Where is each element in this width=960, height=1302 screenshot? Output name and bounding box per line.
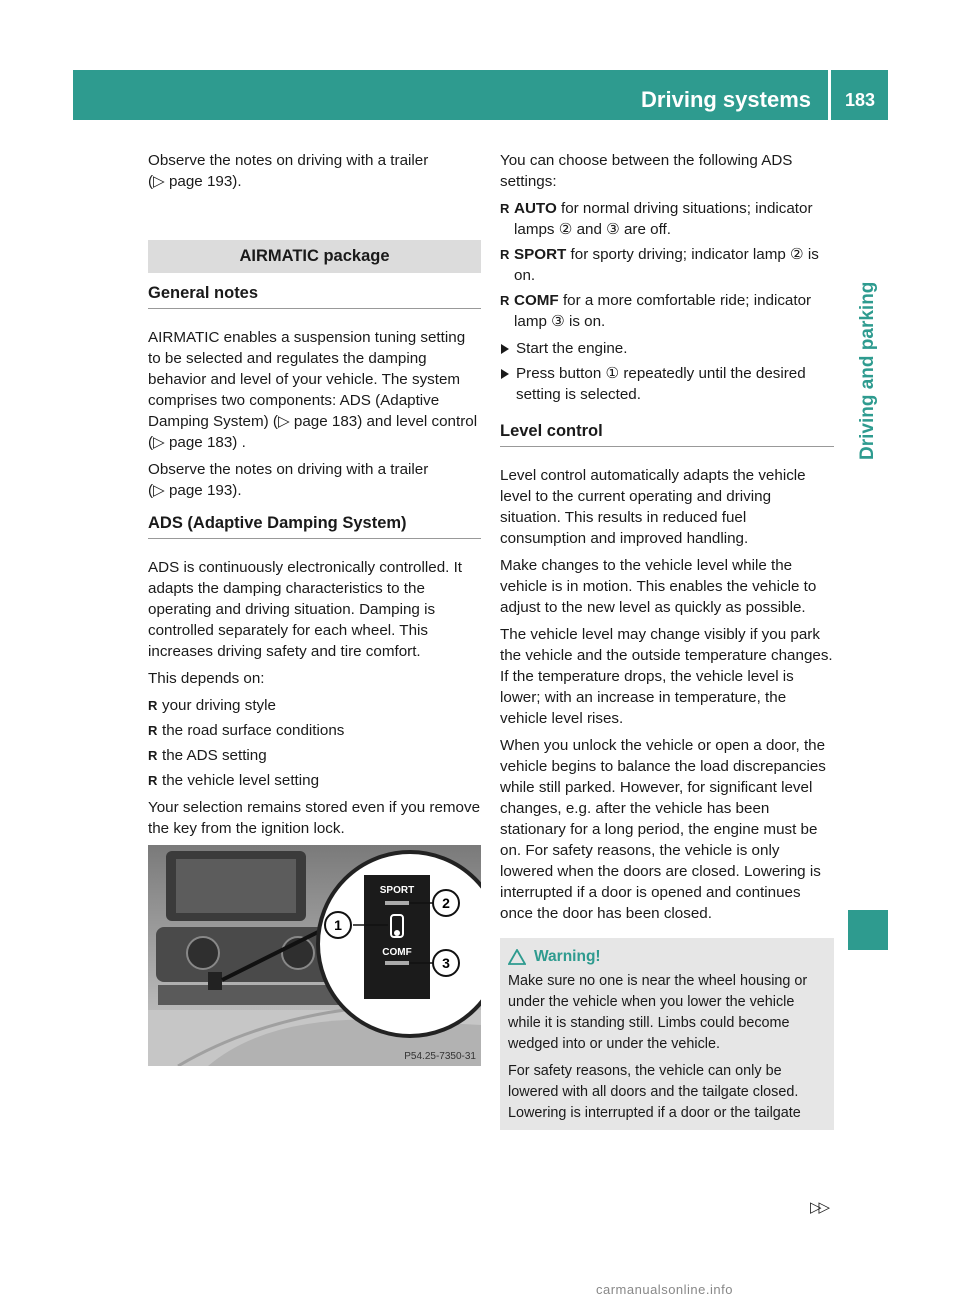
- list-item: R AUTO for normal driving situations; indicator lamps ② and ③ are off.: [500, 198, 834, 240]
- warning-heading: Warning!: [508, 946, 826, 967]
- warning-paragraph: Make sure no one is near the wheel housing or under the vehicle when you lower the vehicle while it is standing still. Limbs could become wedged into or under the vehicle.: [508, 973, 808, 1052]
- depends-text: This depends on:: [148, 670, 265, 687]
- ads-button-figure: [148, 845, 481, 1066]
- ads-settings-intro: You can choose between the following ADS settings:: [500, 152, 793, 190]
- list-item: R COMF for a more comfortable ride; indicator lamp ③ is on.: [500, 290, 834, 332]
- side-tab-label: Driving and parking: [857, 281, 878, 460]
- selection-paragraph: Your selection remains stored even if you remove the key from the ignition lock.: [148, 799, 481, 837]
- level-control-heading: Level control: [500, 421, 834, 447]
- sport-label: SPORT: [379, 885, 415, 896]
- dashboard-illustration: [148, 845, 481, 1066]
- list-item: R the road surface conditions: [148, 720, 481, 741]
- general-paragraph: AIRMATIC enables a suspension tuning setting to be selected and regulates the damping behavior and level of your vehicle. The system comprises two components: ADS (Adaptive Damping System) (▷ page 183) and level control (▷ page 183) .: [148, 329, 478, 451]
- watermark: carmanualsonline.info: [596, 1282, 733, 1297]
- list-item: R SPORT for sporty driving; indicator lamp ② is on.: [500, 244, 834, 286]
- figure-code: P54.25-7350-31: [404, 1051, 476, 1062]
- header-bar: [73, 70, 888, 120]
- left-column: [148, 150, 481, 1066]
- depends-list: [148, 695, 481, 791]
- general-notes-heading: General notes: [148, 283, 481, 309]
- comf-label: COMF: [382, 947, 412, 958]
- warning-triangle-icon: [508, 949, 526, 965]
- callout-2: 2: [442, 895, 450, 911]
- callout-1: 1: [334, 917, 342, 933]
- page-number: 183: [844, 90, 876, 110]
- list-item: R the ADS setting: [148, 745, 481, 766]
- intro-note: Observe the notes on driving with a trailer (▷ page 193).: [148, 152, 429, 190]
- level-paragraph: Make changes to the vehicle level while the vehicle is in motion. This enables the vehicle to adjust to the new level as quickly as possible.: [500, 557, 817, 616]
- warning-paragraph: For safety reasons, the vehicle can only be lowered with all doors and the tailgate closed. Lowering is interrupted if a door or the tailgate: [508, 1063, 801, 1121]
- level-paragraph: Level control automatically adapts the vehicle level to the current operating and driving situation. This results in reduced fuel consumption and improved handling.: [500, 467, 806, 547]
- ads-settings-list: [500, 198, 834, 332]
- right-column: [500, 150, 834, 1130]
- warning-box: [500, 938, 834, 1130]
- side-tab-marker: [848, 910, 888, 950]
- level-paragraph: When you unlock the vehicle or open a door, the vehicle begins to balance the load discrepancies while still parked. However, for significant level changes, e.g. after the vehicle has been stationary for a long period, the engine must be on. For safety reasons, the vehicle is only lowered when the doors are closed. Lowering is interrupted if a door is opened and continues once the door has been closed.: [500, 737, 826, 922]
- section-title: AIRMATIC package: [148, 240, 481, 273]
- ads-heading: ADS (Adaptive Damping System): [148, 513, 481, 539]
- ads-paragraph: ADS is continuously electronically controlled. It adapts the damping characteristics to the operating and driving situation. Damping is controlled separately for each wheel. This increases driving safety and tire comfort.: [148, 559, 463, 660]
- chapter-title: Driving systems: [641, 87, 811, 112]
- trailer-note: Observe the notes on driving with a trailer (▷ page 193).: [148, 461, 429, 499]
- callout-3: 3: [442, 955, 450, 971]
- list-item: R your driving style: [148, 695, 481, 716]
- list-item: Start the engine.: [500, 338, 834, 359]
- level-paragraph: The vehicle level may change visibly if you park the vehicle and the outside temperature changes. If the temperature drops, the vehicle level is lower; with an increase in temperature, the vehicle level rises.: [500, 626, 833, 727]
- list-item: Press button ① repeatedly until the desired setting is selected.: [500, 363, 834, 405]
- instruction-steps: [500, 338, 834, 405]
- header-divider: [828, 70, 831, 120]
- continued-marker: ▷▷: [810, 1199, 828, 1216]
- list-item: R the vehicle level setting: [148, 770, 481, 791]
